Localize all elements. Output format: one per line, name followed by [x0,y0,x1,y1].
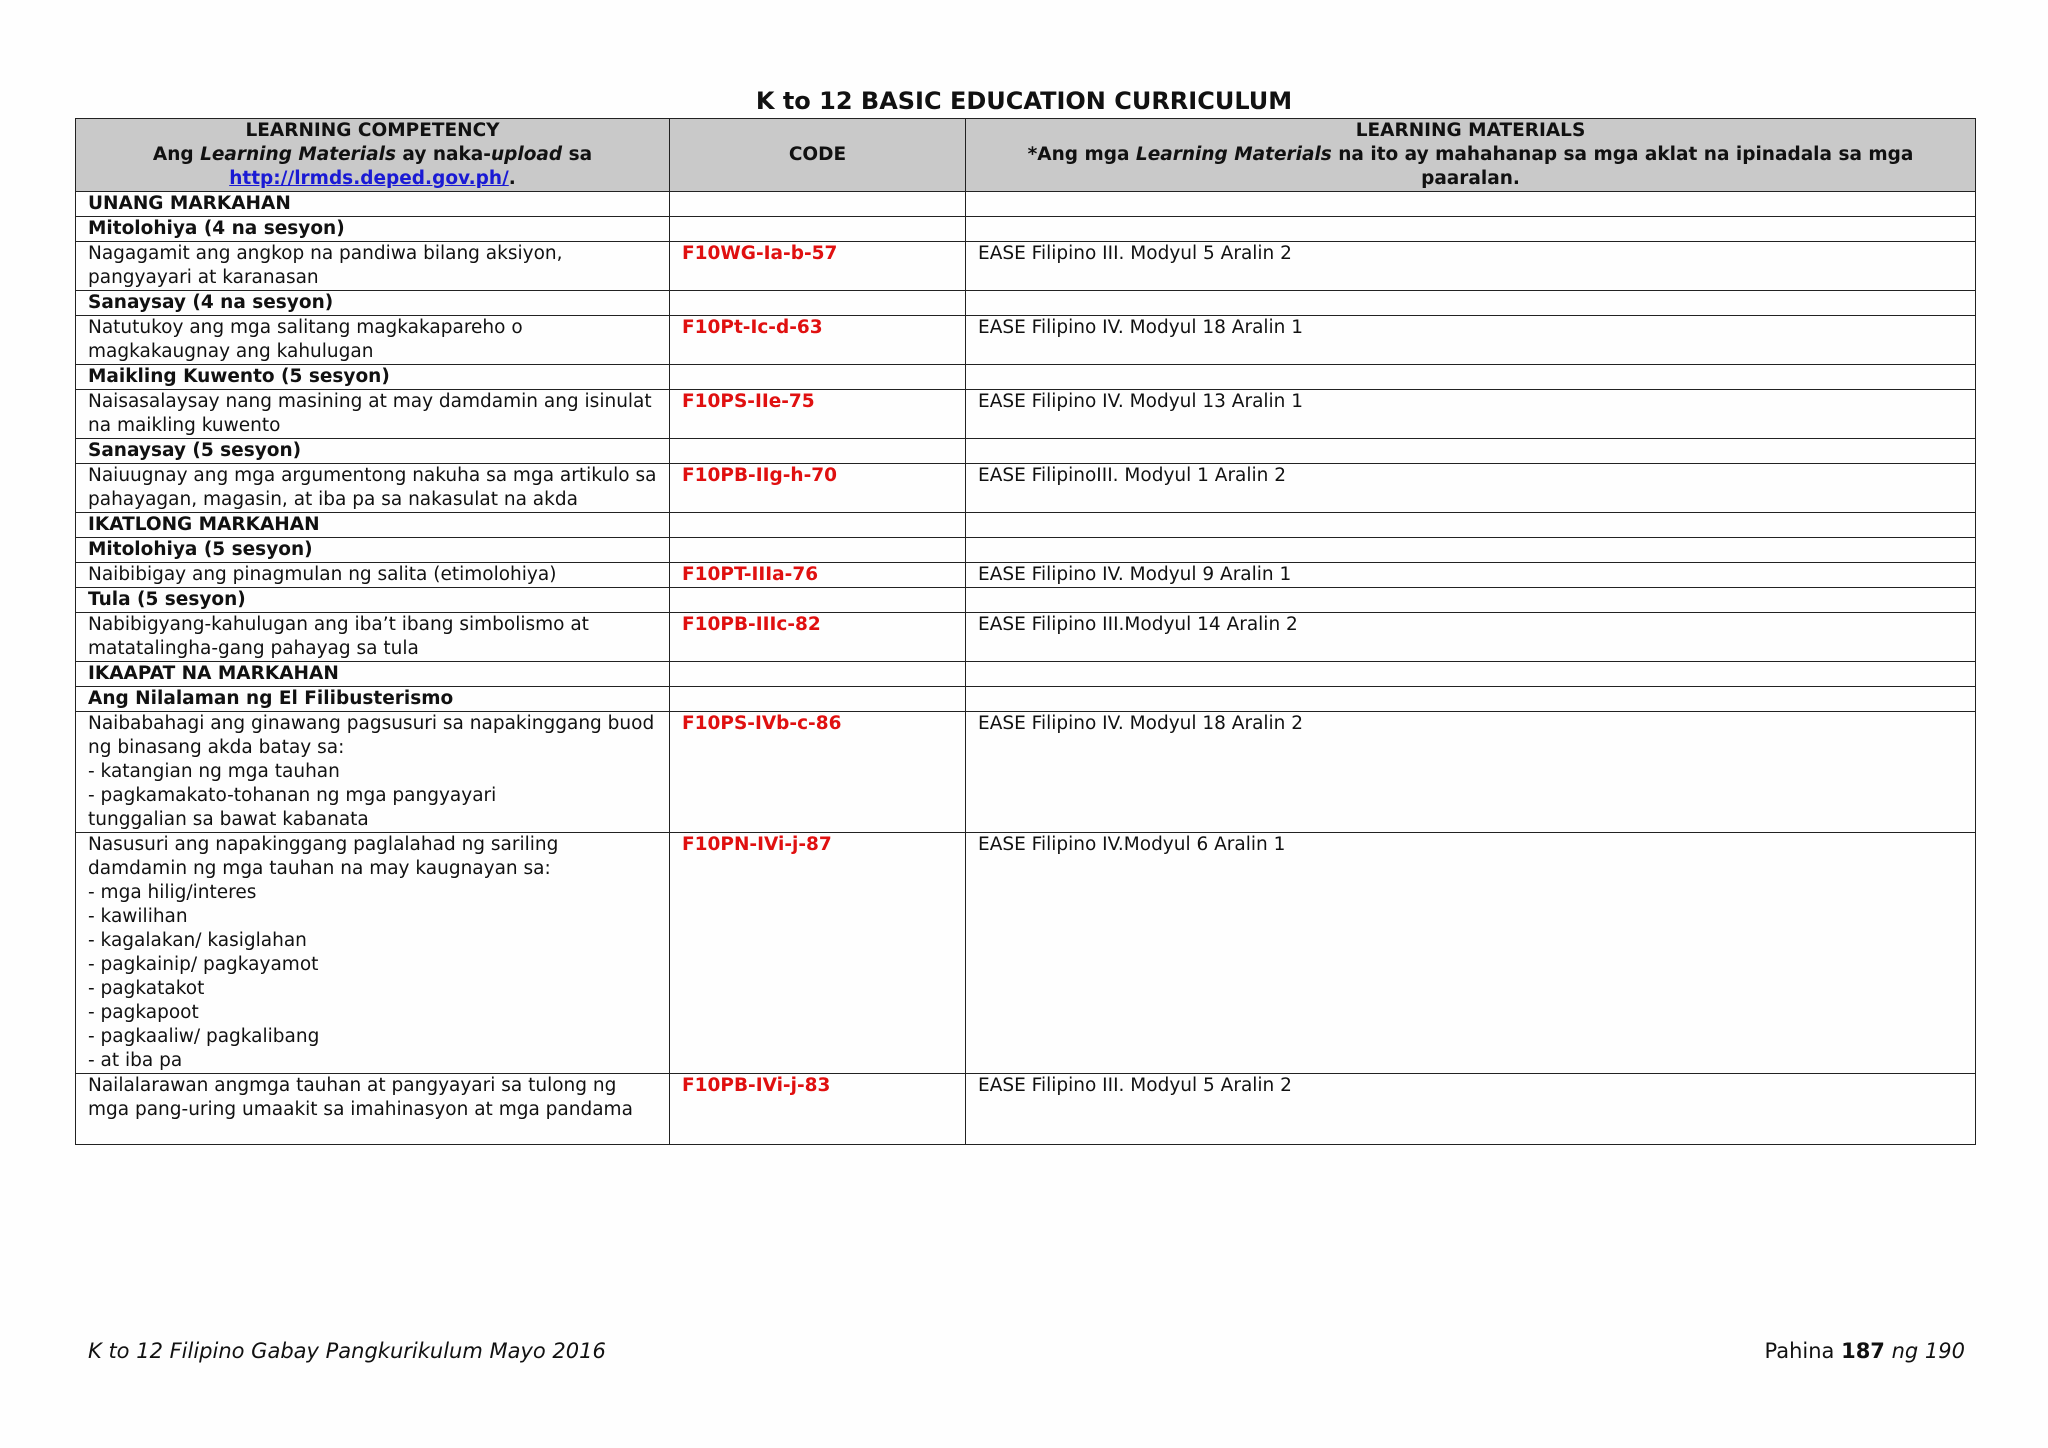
header-materials-note: *Ang mga Learning Materials na ito ay mahahanap sa mga aklat na ipinadala sa mga paaralan. [1027,144,1914,189]
section-heading: Maikling Kuwento (5 sesyon) [76,365,670,390]
table-row [76,316,1976,365]
table-row [76,464,1976,513]
header-competency-title: LEARNING COMPETENCY [245,120,500,141]
code-cell-empty [670,217,966,242]
section-row [76,217,1976,242]
code-cell: F10Pt-Ic-d-63 [670,316,966,365]
table-row [76,1074,1976,1145]
code-cell: F10PT-IIIa-76 [670,563,966,588]
section-row [76,192,1976,217]
code-cell-empty [670,439,966,464]
material-cell: EASE Filipino III.Modyul 14 Aralin 2 [966,613,1976,662]
table-row [76,242,1976,291]
material-cell: EASE Filipino IV. Modyul 18 Aralin 1 [966,316,1976,365]
header-code: CODE [670,119,966,192]
code-cell: F10PS-IVb-c-86 [670,712,966,833]
material-cell-empty [966,365,1976,390]
section-heading: IKATLONG MARKAHAN [76,513,670,538]
section-row [76,687,1976,712]
section-heading: Ang Nilalaman ng El Filibusterismo [76,687,670,712]
section-heading: UNANG MARKAHAN [76,192,670,217]
section-heading: Sanaysay (5 sesyon) [76,439,670,464]
competency-cell: Naisasalaysay nang masining at may damdamin ang isinulat na maikling kuwento [76,390,670,439]
footer-page-indicator: Pahina 187 ng 190 [1764,1339,1965,1363]
code-cell-empty [670,291,966,316]
section-heading: Mitolohiya (5 sesyon) [76,538,670,563]
code-cell: F10PB-IIIc-82 [670,613,966,662]
section-heading: Mitolohiya (4 na sesyon) [76,217,670,242]
code-cell: F10PS-IIe-75 [670,390,966,439]
section-heading: Tula (5 sesyon) [76,588,670,613]
page-number: 187 [1841,1339,1885,1363]
table-row [76,833,1976,1074]
code-cell-empty [670,687,966,712]
section-heading: IKAAPAT NA MARKAHAN [76,662,670,687]
curriculum-table [75,118,1976,1145]
competency-cell: Naiuugnay ang mga argumentong nakuha sa mga artikulo sa pahayagan, magasin, at iba pa sa nakasulat na akda [76,464,670,513]
table-header-row [76,119,1976,192]
competency-cell: Nagagamit ang angkop na pandiwa bilang aksiyon, pangyayari at karanasan [76,242,670,291]
section-row [76,365,1976,390]
code-cell-empty [670,365,966,390]
code-cell: F10PB-IVi-j-83 [670,1074,966,1145]
material-cell-empty [966,217,1976,242]
table-row [76,563,1976,588]
table-body [76,192,1976,1145]
footer-document-title: K to 12 Filipino Gabay Pangkurikulum Mayo 2016 [88,1339,606,1363]
code-cell: F10PN-IVi-j-87 [670,833,966,1074]
material-cell: EASE Filipino III. Modyul 5 Aralin 2 [966,1074,1976,1145]
section-row [76,513,1976,538]
material-cell-empty [966,439,1976,464]
material-cell-empty [966,588,1976,613]
competency-cell: Naibabahagi ang ginawang pagsusuri sa napakinggang buod ng binasang akda batay sa: - katangian ng mga tauhan - pagkamakato-tohanan ng mga pangyayari tunggalian sa bawat kabanata [76,712,670,833]
lrmds-link[interactable]: http://lrmds.deped.gov.ph/ [229,168,509,189]
competency-cell: Naibibigay ang pinagmulan ng salita (etimolohiya) [76,563,670,588]
header-learning-competency: LEARNING COMPETENCY Ang Learning Materials ay naka-upload sa http://lrmds.deped.gov.ph/. [76,119,670,192]
competency-cell: Natutukoy ang mga salitang magkakapareho o magkakaugnay ang kahulugan [76,316,670,365]
code-cell-empty [670,192,966,217]
table-row [76,712,1976,833]
material-cell-empty [966,662,1976,687]
section-row [76,662,1976,687]
code-cell: F10WG-Ia-b-57 [670,242,966,291]
code-cell: F10PB-IIg-h-70 [670,464,966,513]
table-row [76,390,1976,439]
table-row [76,613,1976,662]
material-cell: EASE Filipino III. Modyul 5 Aralin 2 [966,242,1976,291]
competency-cell: Nabibigyang-kahulugan ang iba’t ibang simbolismo at matatalingha-gang pahayag sa tula [76,613,670,662]
material-cell-empty [966,291,1976,316]
competency-cell: Nasusuri ang napakinggang paglalahad ng sariling damdamin ng mga tauhan na may kaugnayan sa: - mga hilig/interes - kawilihan - kagalakan/ kasiglahan - pagkainip/ pagkayamot - pagkatakot - pagkapoot - pagkaaliw/ pagkalibang - at iba pa [76,833,670,1074]
section-row [76,538,1976,563]
material-cell-empty [966,687,1976,712]
material-cell-empty [966,192,1976,217]
material-cell: EASE Filipino IV. Modyul 13 Aralin 1 [966,390,1976,439]
material-cell: EASE Filipino IV. Modyul 9 Aralin 1 [966,563,1976,588]
code-cell-empty [670,588,966,613]
material-cell-empty [966,513,1976,538]
header-materials-title: LEARNING MATERIALS [1355,120,1586,141]
section-heading: Sanaysay (4 na sesyon) [76,291,670,316]
code-cell-empty [670,538,966,563]
page-title: K to 12 BASIC EDUCATION CURRICULUM [755,87,1293,115]
material-cell: EASE FilipinoIII. Modyul 1 Aralin 2 [966,464,1976,513]
header-learning-materials [966,119,1976,192]
competency-cell: Nailalarawan angmga tauhan at pangyayari sa tulong ng mga pang-uring umaakit sa imahinasyon at mga pandama [76,1074,670,1145]
material-cell: EASE Filipino IV. Modyul 18 Aralin 2 [966,712,1976,833]
material-cell-empty [966,538,1976,563]
section-row [76,588,1976,613]
code-cell-empty [670,513,966,538]
section-row [76,291,1976,316]
header-competency-subtitle: Ang Learning Materials ay naka-upload sa [152,144,593,165]
section-row [76,439,1976,464]
material-cell: EASE Filipino IV.Modyul 6 Aralin 1 [966,833,1976,1074]
code-cell-empty [670,662,966,687]
